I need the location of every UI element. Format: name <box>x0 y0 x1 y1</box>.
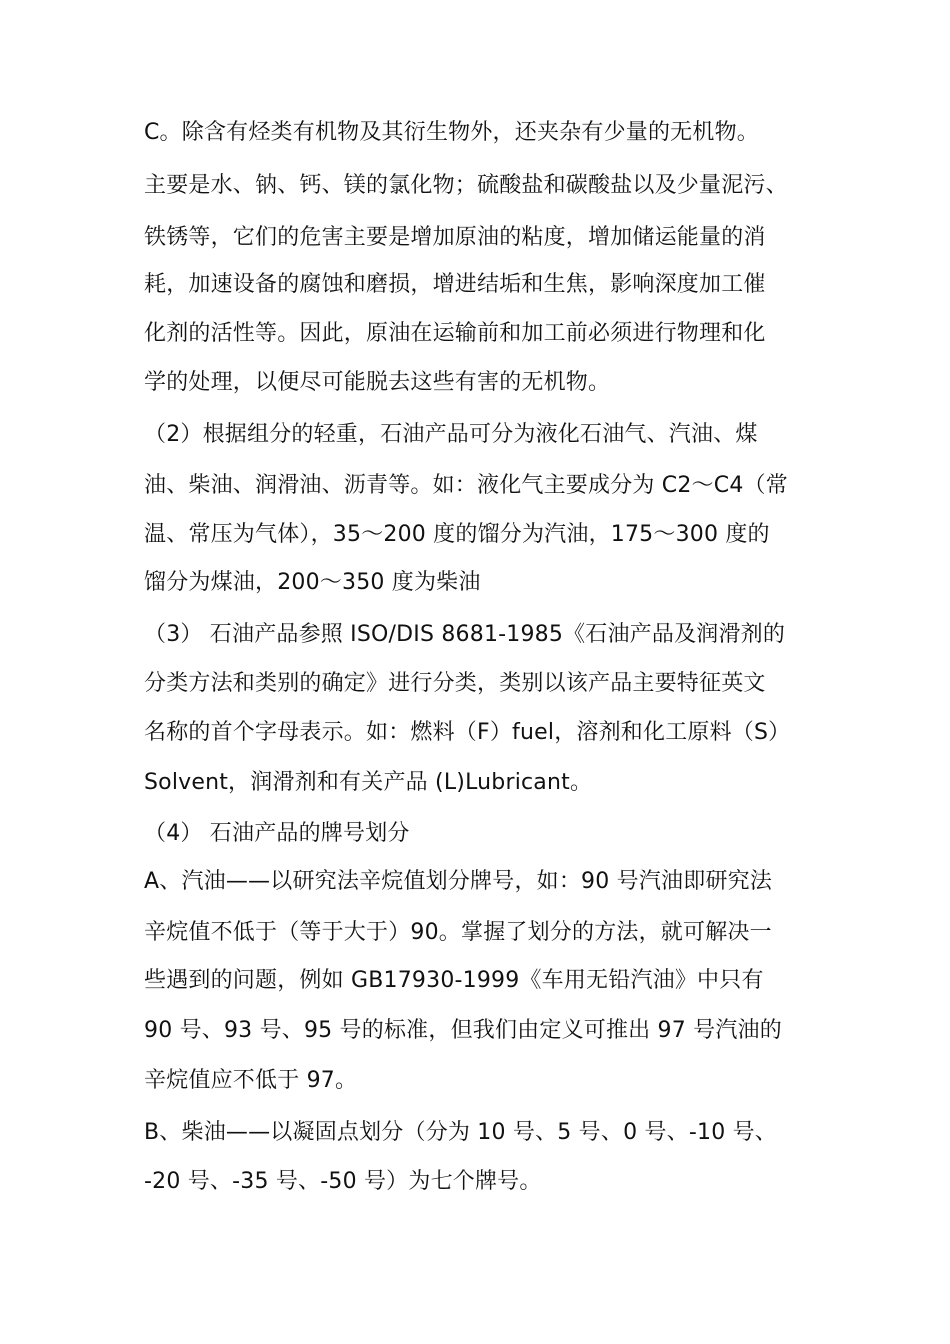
text-line: （4） 石油产品的牌号划分 <box>144 821 410 846</box>
text-line: C。除含有烃类有机物及其衍生物外，还夹杂有少量的无机物。 <box>144 120 759 145</box>
text-line: 些遇到的问题，例如 GB17930-1999《车用无铅汽油》中只有 <box>144 968 764 993</box>
text-line: 名称的首个字母表示。如：燃料（F）fuel，溶剂和化工原料（S） <box>144 720 791 745</box>
text-line: 化剂的活性等。因此，原油在运输前和加工前必须进行物理和化 <box>144 321 766 346</box>
text-line: （2）根据组分的轻重，石油产品可分为液化石油气、汽油、煤 <box>144 422 758 447</box>
text-line: Solvent，润滑剂和有关产品 (L)Lubricant。 <box>144 770 593 795</box>
text-line: 辛烷值应不低于 97。 <box>144 1068 358 1093</box>
text-line: 90 号、93 号、95 号的标准，但我们由定义可推出 97 号汽油的 <box>144 1018 782 1043</box>
text-line: A、汽油——以研究法辛烷值划分牌号，如：90 号汽油即研究法 <box>144 869 773 894</box>
text-line: 油、柴油、润滑油、沥青等。如：液化气主要成分为 C2～C4（常 <box>144 473 788 498</box>
text-line: B、柴油——以凝固点划分（分为 10 号、5 号、0 号、-10 号、 <box>144 1120 777 1145</box>
text-line: 馏分为煤油，200～350 度为柴油 <box>144 570 481 595</box>
text-line: 温、常压为气体），35～200 度的馏分为汽油，175～300 度的 <box>144 522 770 547</box>
text-line: 分类方法和类别的确定》进行分类，类别以该产品主要特征英文 <box>144 671 766 696</box>
text-line: 辛烷值不低于（等于大于）90。掌握了划分的方法，就可解决一 <box>144 920 772 945</box>
text-line: 主要是水、钠、钙、镁的氯化物；硫酸盐和碳酸盐以及少量泥污、 <box>144 173 788 198</box>
text-line: -20 号、-35 号、-50 号）为七个牌号。 <box>144 1169 542 1194</box>
text-line: （3） 石油产品参照 ISO/DIS 8681-1985《石油产品及润滑剂的 <box>144 622 786 647</box>
text-line: 铁锈等，它们的危害主要是增加原油的粘度，增加储运能量的消 <box>144 225 766 250</box>
text-line: 学的处理，以便尽可能脱去这些有害的无机物。 <box>144 370 611 395</box>
text-line: 耗，加速设备的腐蚀和磨损，增进结垢和生焦，影响深度加工催 <box>144 272 766 297</box>
